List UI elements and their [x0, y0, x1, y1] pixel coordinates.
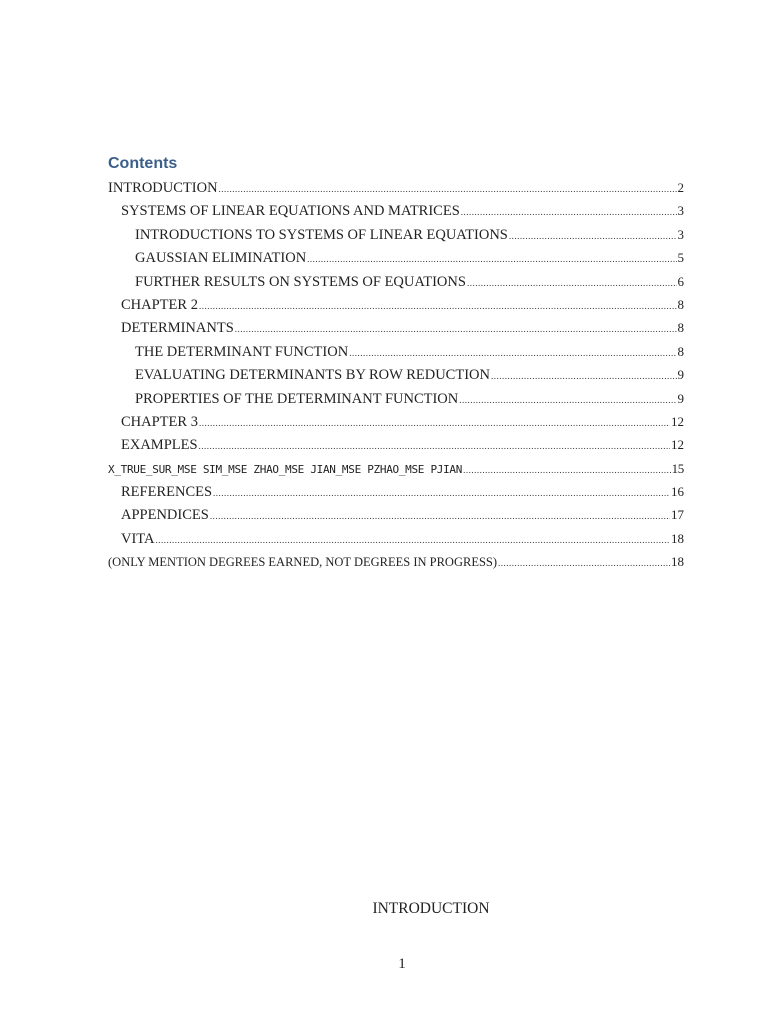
dot-leader	[235, 318, 677, 341]
toc-entry-chapter-3[interactable]	[108, 410, 684, 433]
toc-entry-determinants[interactable]	[108, 316, 684, 339]
toc-entry-properties-determinant[interactable]	[108, 387, 684, 410]
dot-leader	[349, 342, 676, 365]
toc-entry-label: SYSTEMS OF LINEAR EQUATIONS AND MATRICES	[121, 203, 460, 220]
dot-leader	[509, 225, 677, 248]
toc-entry-gaussian-elimination[interactable]	[108, 246, 684, 269]
toc-entry-page: 12	[671, 413, 684, 429]
toc-entry-appendices[interactable]	[108, 503, 684, 526]
toc-title: Contents	[108, 155, 178, 172]
dot-leader	[219, 178, 677, 201]
toc-entry-page: 12	[671, 437, 684, 453]
dot-leader	[461, 201, 677, 224]
toc-entry-page: 17	[671, 507, 684, 523]
toc-entry-label: REFERENCES	[121, 484, 213, 501]
section-heading: INTRODUCTION	[372, 900, 490, 917]
toc-entry-label: APPENDICES	[121, 507, 209, 524]
toc-entry-label: GAUSSIAN ELIMINATION	[135, 250, 307, 267]
dot-leader	[155, 529, 670, 552]
toc-entry-label: X_TRUE_SUR_MSE SIM_MSE ZHAO_MSE JIAN_MSE PZHAO_MSE PJIAN	[108, 462, 463, 476]
toc-entry-references[interactable]	[108, 480, 684, 503]
dot-leader	[199, 435, 670, 458]
toc-entry-page: 18	[671, 554, 684, 570]
toc-entry-page: 5	[677, 250, 684, 266]
toc-entry-label: INTRODUCTION	[108, 180, 218, 196]
toc-entry-vita[interactable]	[108, 527, 684, 550]
toc-entry-label: EXAMPLES	[121, 437, 198, 454]
dot-leader	[210, 505, 670, 528]
toc-entry-label: CHAPTER 2	[121, 296, 198, 313]
dot-leader	[307, 248, 676, 271]
toc-entry-label: THE DETERMINANT FUNCTION	[135, 343, 349, 360]
toc-entry-page: 6	[677, 273, 684, 289]
toc-entry-further-results[interactable]	[108, 270, 684, 293]
toc-entry-label: DETERMINANTS	[121, 320, 234, 337]
toc-entry-page: 3	[677, 226, 684, 242]
dot-leader	[213, 482, 670, 505]
dot-leader	[463, 459, 671, 482]
dot-leader	[498, 552, 670, 575]
page-number: 1	[398, 956, 406, 972]
toc-entry-page: 9	[677, 367, 684, 383]
toc-entry-label: FURTHER RESULTS ON SYSTEMS OF EQUATIONS	[135, 273, 466, 290]
dot-leader	[491, 365, 677, 388]
dot-leader	[199, 295, 677, 318]
dot-leader	[199, 412, 670, 435]
toc-entry-page: 8	[677, 296, 684, 312]
dot-leader	[459, 389, 676, 412]
toc-entry-examples[interactable]	[108, 433, 684, 456]
toc-entry-label: (ONLY MENTION DEGREES EARNED, NOT DEGREES IN PROGRESS)	[108, 555, 498, 570]
toc-entry-evaluating-determinants[interactable]	[108, 363, 684, 386]
toc-entry-label: EVALUATING DETERMINANTS BY ROW REDUCTION	[135, 367, 490, 384]
toc-entry-page: 2	[677, 180, 684, 195]
toc-entry-introduction[interactable]	[108, 176, 684, 199]
toc-entry-page: 16	[671, 484, 684, 500]
toc-entry-systems-of-linear-equations[interactable]	[108, 199, 684, 222]
toc-entry-chapter-2[interactable]	[108, 293, 684, 316]
toc-entry-determinant-function[interactable]	[108, 340, 684, 363]
toc-entry-page: 8	[677, 343, 684, 359]
toc-entry-page: 3	[677, 203, 684, 219]
toc-entry-label: CHAPTER 3	[121, 413, 198, 430]
toc-entry-page: 18	[671, 530, 684, 546]
dot-leader	[467, 272, 677, 295]
toc-entry-page: 15	[671, 460, 684, 476]
toc-entry-page: 9	[677, 390, 684, 406]
toc-entry-label: INTRODUCTIONS TO SYSTEMS OF LINEAR EQUATIONS	[135, 226, 508, 243]
toc-entry-mse-fields[interactable]	[108, 457, 684, 480]
toc-entry-degrees-note[interactable]	[108, 550, 684, 573]
toc-entry-page: 8	[677, 320, 684, 336]
toc-entry-label: PROPERTIES OF THE DETERMINANT FUNCTION	[135, 390, 459, 407]
toc-entry-introductions-to-systems[interactable]	[108, 223, 684, 246]
table-of-contents	[108, 152, 684, 574]
toc-entry-label: VITA	[121, 530, 155, 547]
